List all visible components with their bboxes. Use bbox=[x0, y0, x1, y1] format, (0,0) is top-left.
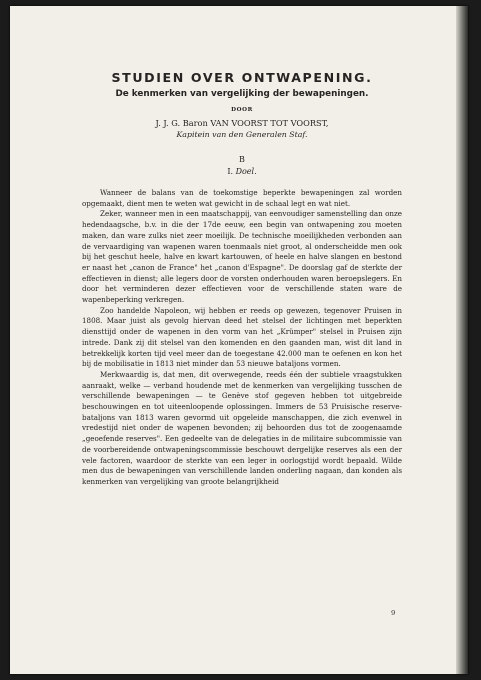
article-title: STUDIEN OVER ONTWAPENING. bbox=[111, 70, 373, 85]
article-subtitle: De kenmerken van vergelijking der bewapeningen. bbox=[115, 89, 369, 99]
paragraph: Zoo handelde Napoleon, wij hebben er reeds op gewezen, tegenover Pruisen in 1808. Maar juist als gevolg hiervan deed het stelsel der lichtingen met beperkten diensttijd onder de wapenen in den vorm van het „Krümper" stelsel in Pruisen zijn intrede. Dank zij dit stelsel van den komenden en den gaanden man, wist dit land in betrekkelijk korten tijd veel meer dan de toegestane 42.000 man te oefenen en kon het bij de mobilisatie in 1813 niet minder dan 53 nieuwe bataljons vormen. bbox=[82, 305, 402, 369]
section-title: Doel. bbox=[235, 167, 257, 176]
article-body bbox=[82, 70, 402, 488]
author-name: J. J. G. Baron VAN VOORST TOT VOORST, bbox=[155, 118, 329, 128]
byline-label: DOOR bbox=[231, 107, 253, 113]
paragraph: Merkwaardig is, dat men, dit overwegende, reeds één der subtiele vraagstukken aanraakt, welke — verband houdende met de kenmerken van vergelijking tusschen de verschillende bewapeningen — te Genève stof gegeven hebben tot uitgebreide beschouwingen en tot uiteenloopende oplossingen. Immers de 53 Pruisische reserve-bataljons van 1813 waren gevormd uit opgeleide manschappen, die zich evenwel in vredestijd niet onder de wapenen bevonden; zij behoorden dus tot de zoogenaamde „geoefende reserves". Een gedeelte van de delegaties in de militaire subcommissie van de voorbereidende ontwapeningscommissie beschouwt dergelijke reserves als een der vele factoren, waardoor de sterkte van een leger in oorlogstijd wordt bepaald. Wilde men dus de bewapeningen van verschillende landen onderling nagaan, dan konden als kenmerken van vergelijking van groote belangrijkheid bbox=[82, 369, 402, 486]
section-letter: B bbox=[239, 155, 245, 164]
section-number: I. bbox=[227, 167, 234, 176]
book-page bbox=[10, 6, 468, 674]
paragraph: Zeker, wanneer men in een maatschappij, van eenvoudiger samenstelling dan onze hedendaagsche, b.v. in die der 17de eeuw, een begin van ontwapening zou moeten maken, dan ware zulks niet zeer moeilijk. De technische moeilijkheden verbonden aan de vervaardiging van wapenen waren toenmaals niet groot, al onderscheidde men ook bij het geschut heele, halve en kwart kartouwen, of heele en halve slangen en bestond er naast het „canon de France" het „canon d'Espagne". De doorslag gaf de sterkte der effectieven in dienst; alle legers door de vorsten onderhouden waren beroepslegers. En door het verminderen dezer effectieven voor de verschillende staten ware de wapenbeperking verkregen. bbox=[82, 209, 402, 305]
author-rank: Kapitein van den Generalen Staf. bbox=[176, 130, 308, 139]
section-heading bbox=[82, 167, 402, 176]
paragraph: Wanneer de balans van de toekomstige beperkte bewapeningen zal worden opgemaakt, dient men te weten wat gewicht in de schaal legt en wat niet. bbox=[82, 188, 402, 208]
book-spine bbox=[456, 6, 468, 674]
page-number: 9 bbox=[391, 609, 396, 617]
